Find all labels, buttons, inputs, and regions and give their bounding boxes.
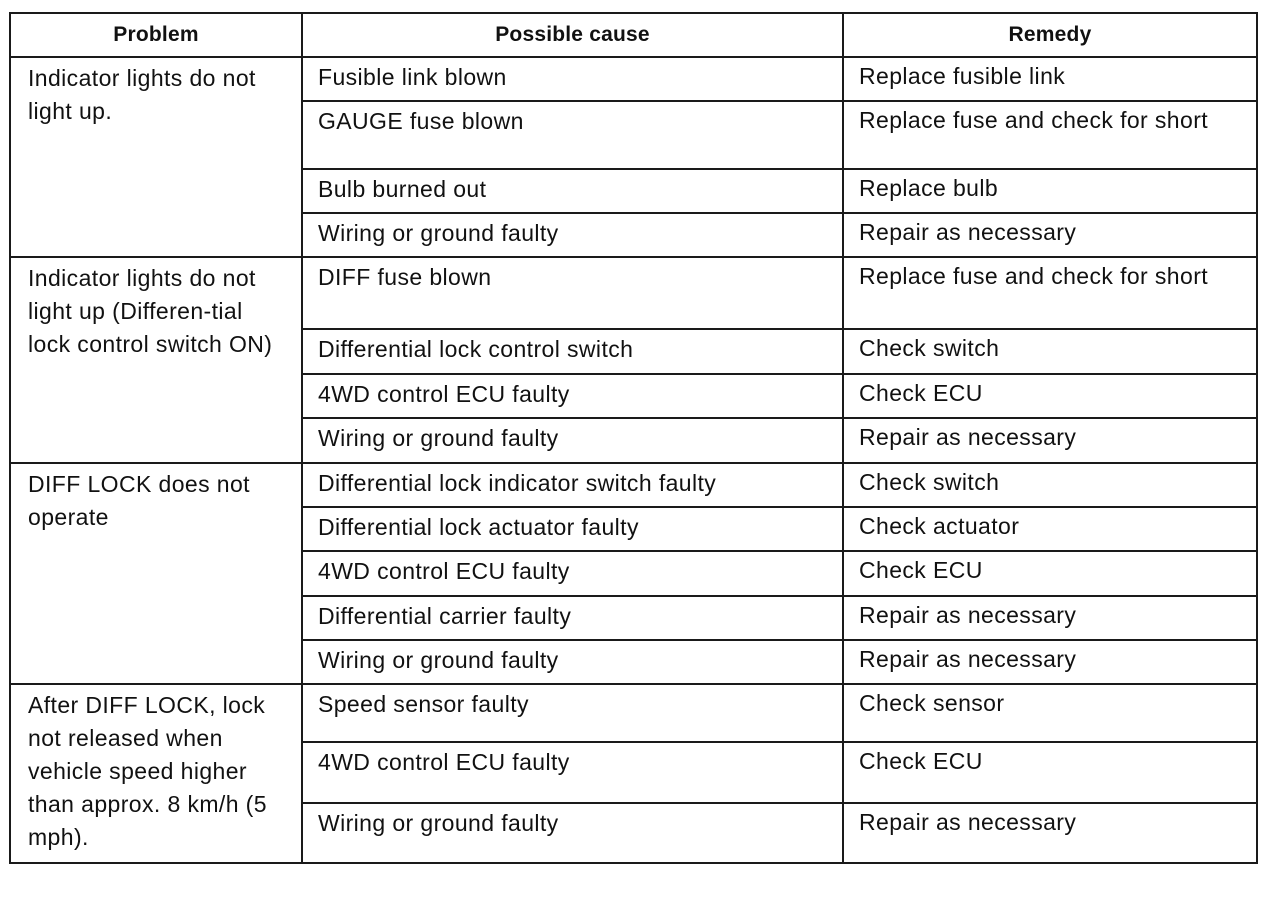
remedy-cell bbox=[843, 596, 1257, 640]
problem-cell bbox=[10, 257, 302, 463]
cause-text: 4WD control ECU faulty bbox=[318, 749, 570, 776]
cause-cell bbox=[302, 418, 843, 463]
cause-text: Differential carrier faulty bbox=[318, 602, 572, 629]
cause-cell bbox=[302, 329, 843, 373]
cause-cell bbox=[302, 463, 843, 507]
cause-text: Wiring or ground faulty bbox=[318, 219, 559, 246]
table-row bbox=[10, 684, 1257, 742]
cause-cell bbox=[302, 507, 843, 551]
remedy-text: Replace fusible link bbox=[859, 63, 1066, 89]
cause-text: Differential lock control switch bbox=[318, 336, 634, 363]
problem-text: DIFF LOCK does not operate bbox=[28, 470, 250, 530]
remedy-text: Repair as necessary bbox=[859, 645, 1077, 672]
header-problem: Problem bbox=[10, 13, 302, 57]
remedy-cell bbox=[843, 463, 1257, 507]
remedy-text: Check ECU bbox=[859, 748, 983, 775]
remedy-cell bbox=[843, 640, 1257, 684]
cause-cell bbox=[302, 213, 843, 257]
remedy-text: Repair as necessary bbox=[859, 601, 1077, 628]
table-row bbox=[10, 463, 1257, 507]
cause-text: Wiring or ground faulty bbox=[318, 424, 559, 451]
remedy-text: Check switch bbox=[859, 468, 1000, 495]
cause-text: Differential lock actuator faulty bbox=[318, 514, 639, 541]
table-body bbox=[10, 57, 1257, 863]
header-remedy: Remedy bbox=[843, 13, 1257, 57]
cause-cell bbox=[302, 57, 843, 101]
remedy-text: Check switch bbox=[859, 335, 1000, 362]
cause-text: DIFF fuse blown bbox=[318, 263, 492, 290]
header-possible-cause: Possible cause bbox=[302, 13, 843, 57]
remedy-text: Repair as necessary bbox=[859, 808, 1077, 835]
remedy-cell bbox=[843, 803, 1257, 863]
remedy-cell bbox=[843, 551, 1257, 595]
remedy-cell bbox=[843, 101, 1257, 168]
cause-text: Speed sensor faulty bbox=[318, 691, 529, 718]
remedy-text: Check ECU bbox=[859, 379, 983, 406]
remedy-cell bbox=[843, 684, 1257, 742]
cause-cell bbox=[302, 374, 843, 418]
remedy-text: Check sensor bbox=[859, 690, 1005, 717]
problem-text: Indicator lights do not light up (Differen-tial lock control switch ON) bbox=[28, 264, 273, 357]
cause-text: Differential lock indicator switch faulty bbox=[318, 469, 717, 496]
cause-text: 4WD control ECU faulty bbox=[318, 380, 570, 407]
cause-cell bbox=[302, 742, 843, 802]
remedy-cell bbox=[843, 507, 1257, 551]
cause-cell bbox=[302, 596, 843, 640]
remedy-cell bbox=[843, 329, 1257, 373]
remedy-text: Replace fuse and check for short bbox=[859, 107, 1209, 134]
problem-text: Indicator lights do not light up. bbox=[28, 65, 256, 124]
remedy-text: Repair as necessary bbox=[859, 218, 1077, 245]
header-row bbox=[10, 13, 1257, 57]
troubleshooting-table bbox=[9, 12, 1258, 864]
cause-text: Wiring or ground faulty bbox=[318, 809, 559, 836]
remedy-text: Replace fuse and check for short bbox=[859, 262, 1209, 289]
problem-cell bbox=[10, 57, 302, 257]
cause-text: Wiring or ground faulty bbox=[318, 646, 559, 673]
problem-cell bbox=[10, 684, 302, 863]
cause-cell bbox=[302, 640, 843, 684]
remedy-cell bbox=[843, 169, 1257, 213]
troubleshooting-document bbox=[9, 12, 1256, 864]
cause-cell bbox=[302, 169, 843, 213]
problem-cell bbox=[10, 463, 302, 684]
remedy-cell bbox=[843, 257, 1257, 329]
remedy-text: Replace bulb bbox=[859, 174, 999, 201]
cause-cell bbox=[302, 551, 843, 595]
remedy-cell bbox=[843, 57, 1257, 101]
cause-cell bbox=[302, 101, 843, 168]
cause-cell bbox=[302, 803, 843, 863]
cause-text: Fusible link blown bbox=[318, 64, 507, 90]
remedy-cell bbox=[843, 374, 1257, 418]
problem-text: After DIFF LOCK, lock not released when vehicle speed higher than approx. 8 km/h (5 mph). bbox=[28, 692, 267, 851]
cause-text: Bulb burned out bbox=[318, 175, 487, 202]
remedy-cell bbox=[843, 742, 1257, 802]
table-row bbox=[10, 257, 1257, 329]
cause-cell bbox=[302, 684, 843, 742]
remedy-cell bbox=[843, 418, 1257, 463]
cause-cell bbox=[302, 257, 843, 329]
remedy-text: Check ECU bbox=[859, 557, 983, 584]
table-row bbox=[10, 57, 1257, 101]
remedy-text: Check actuator bbox=[859, 513, 1020, 540]
remedy-cell bbox=[843, 213, 1257, 257]
remedy-text: Repair as necessary bbox=[859, 423, 1077, 450]
cause-text: 4WD control ECU faulty bbox=[318, 558, 570, 585]
cause-text: GAUGE fuse blown bbox=[318, 108, 524, 135]
